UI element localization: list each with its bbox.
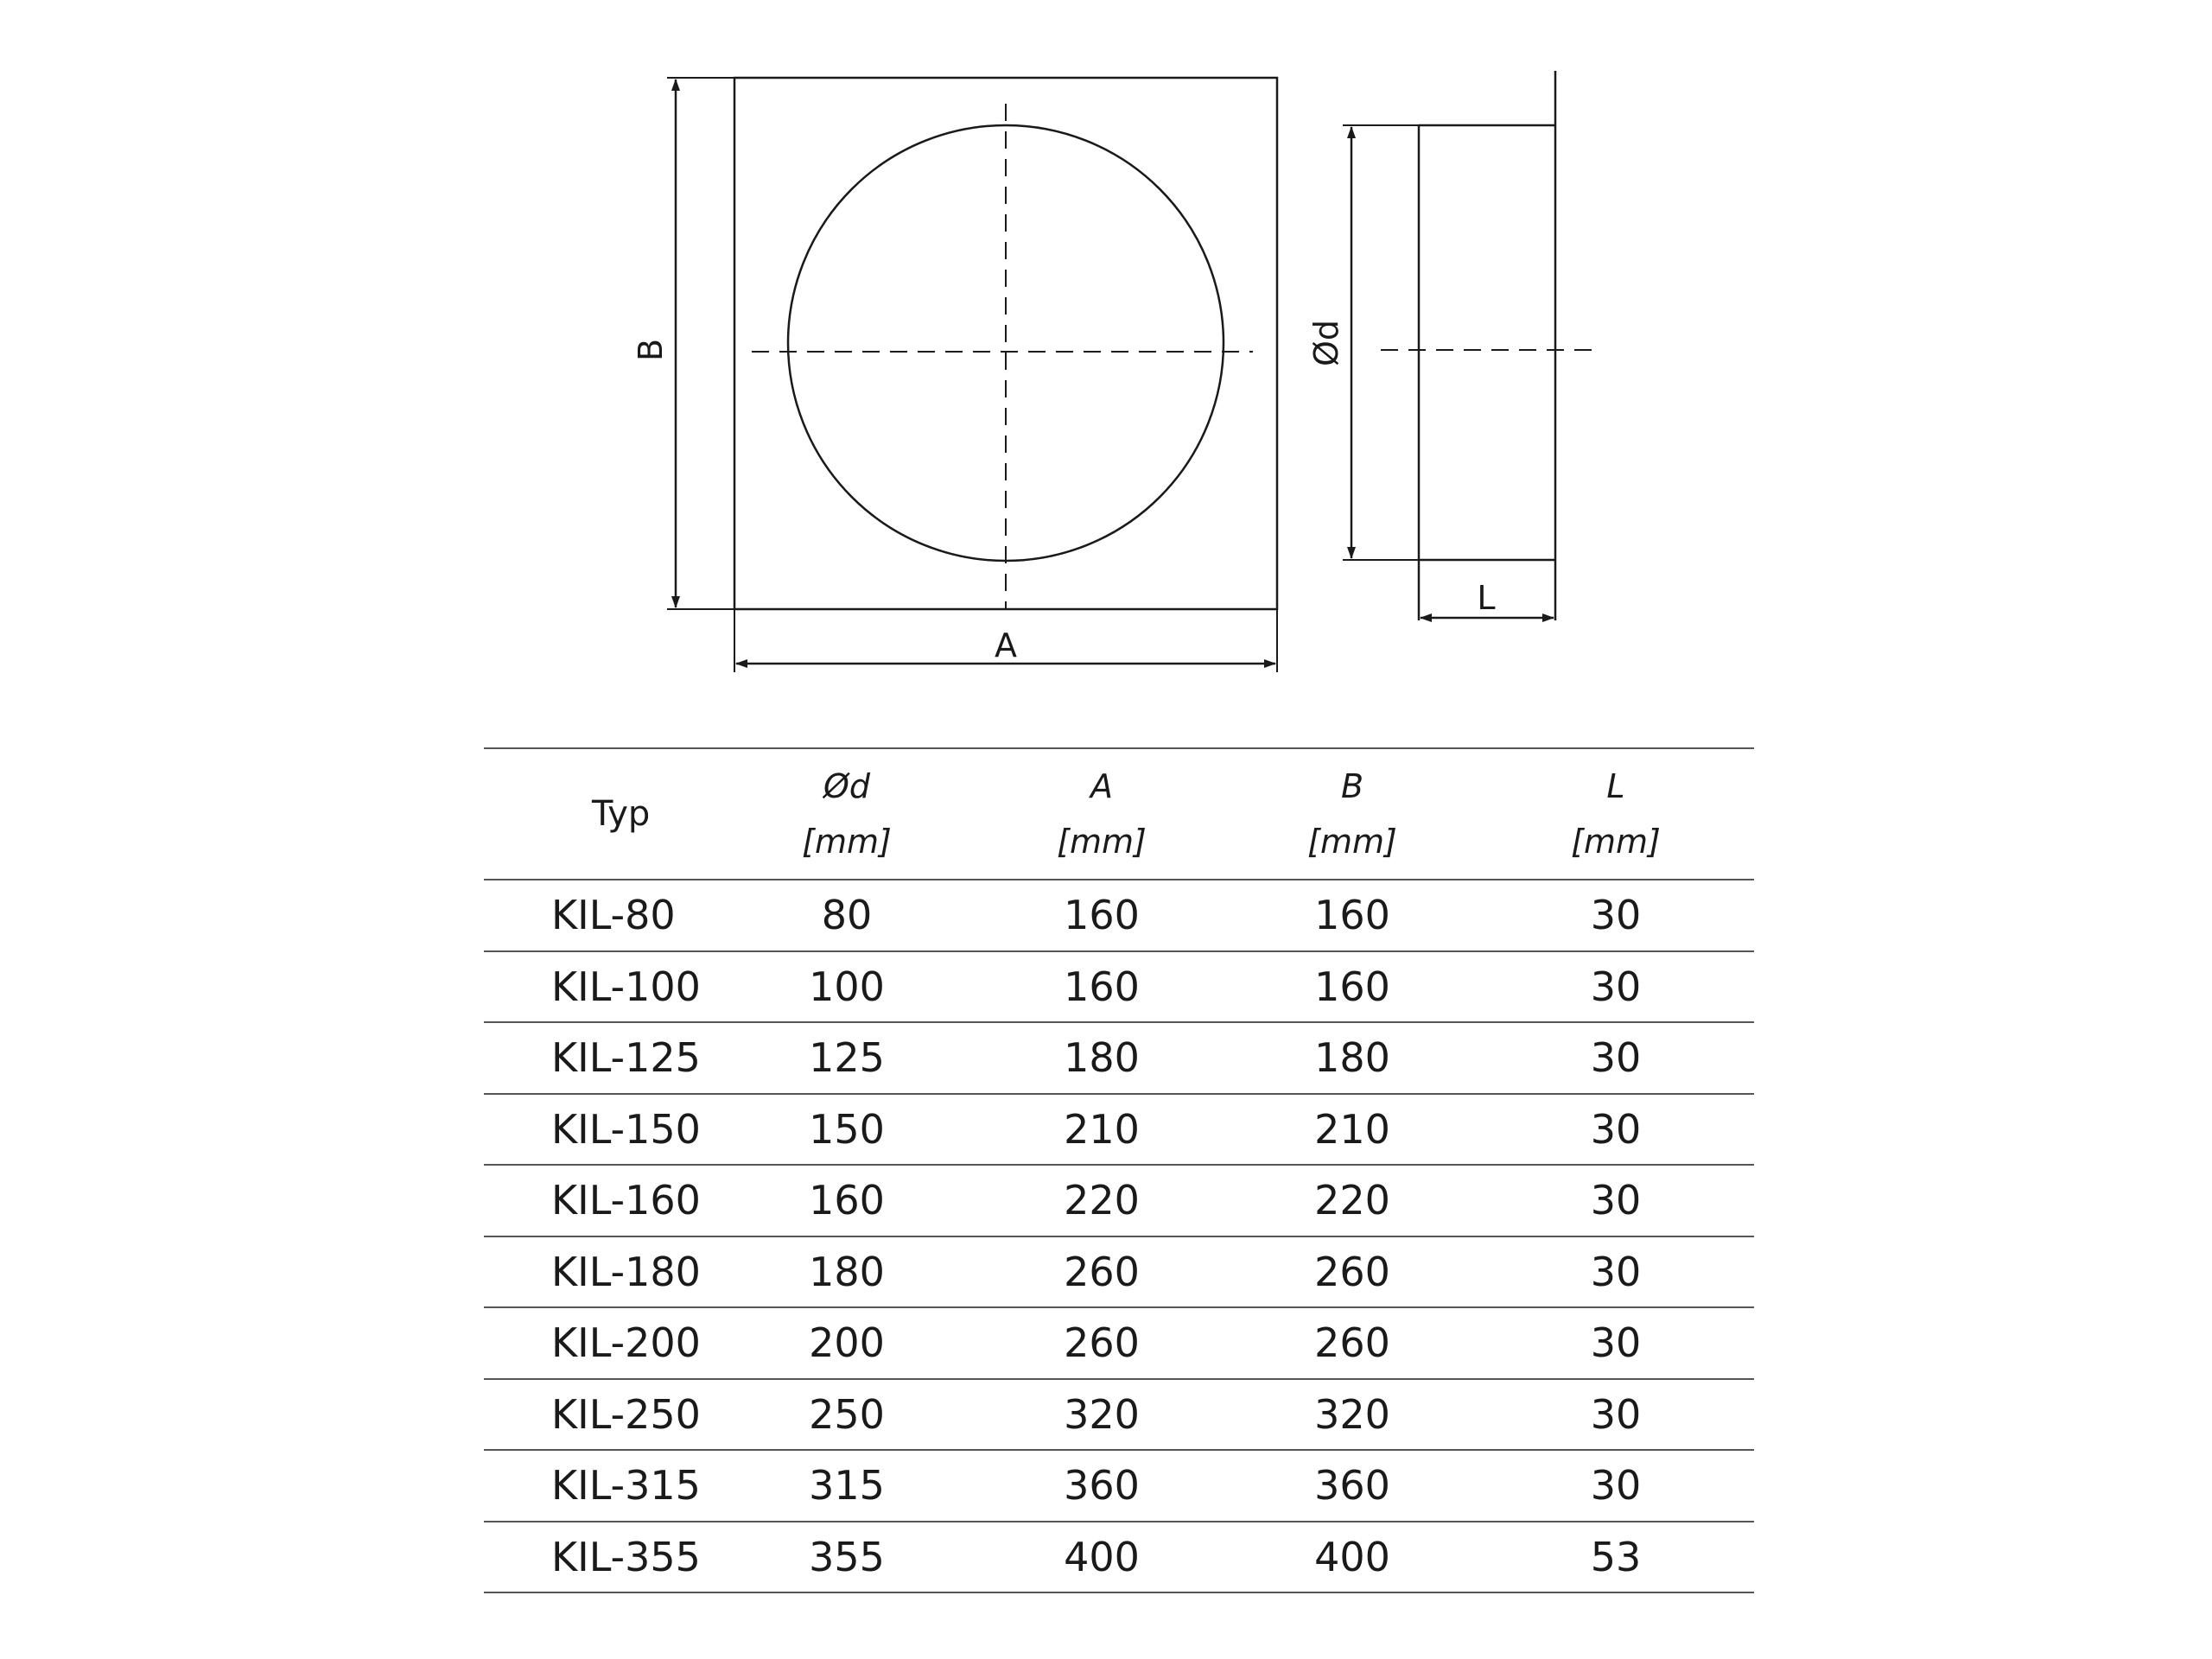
table-row [484, 1379, 1754, 1451]
cell-l: 53 [1590, 1533, 1642, 1580]
cell-a: 360 [1064, 1462, 1140, 1510]
cell-typ: KIL-355 [551, 1533, 701, 1580]
cell-a: 160 [1064, 892, 1140, 939]
cell-d: 200 [809, 1319, 885, 1367]
dimension-d [1307, 125, 1419, 560]
header-a-symbol: A [1090, 767, 1113, 805]
dimension-d-label: Ød [1307, 319, 1345, 367]
header-typ-label: Typ [592, 794, 651, 834]
cell-b: 160 [1314, 892, 1390, 939]
dimension-l [1421, 579, 1554, 618]
cell-a: 260 [1064, 1319, 1140, 1367]
cell-l: 30 [1590, 1177, 1642, 1224]
cell-typ: KIL-150 [551, 1105, 701, 1153]
dimension-b-label: B [632, 338, 670, 362]
cell-typ: KIL-100 [551, 963, 701, 1010]
cell-d: 80 [821, 892, 873, 939]
side-view [1381, 71, 1599, 620]
cell-d: 100 [809, 963, 885, 1010]
technical-drawing [0, 0, 2212, 726]
table-row [484, 1522, 1754, 1593]
header-b [1227, 748, 1478, 880]
cell-l: 30 [1590, 1034, 1642, 1082]
cell-b: 360 [1314, 1462, 1390, 1510]
cell-l: 30 [1590, 1248, 1642, 1295]
cell-d: 150 [809, 1105, 885, 1153]
cell-b: 210 [1314, 1105, 1390, 1153]
header-d-symbol: Ød [823, 767, 871, 805]
header-a [976, 748, 1227, 880]
cell-l: 30 [1590, 1390, 1642, 1438]
header-d-unit: [mm] [802, 823, 892, 861]
cell-a: 320 [1064, 1390, 1140, 1438]
cell-a: 220 [1064, 1177, 1140, 1224]
dimension-a [734, 609, 1277, 672]
cell-typ: KIL-200 [551, 1319, 701, 1367]
cell-d: 315 [809, 1462, 885, 1510]
table-row [484, 1165, 1754, 1236]
dimension-b [632, 78, 734, 609]
cell-b: 400 [1314, 1533, 1390, 1580]
header-l-symbol: L [1606, 767, 1625, 805]
cell-l: 30 [1590, 1319, 1642, 1367]
cell-l: 30 [1590, 963, 1642, 1010]
dimensions-table [484, 747, 1754, 1593]
cell-a: 180 [1064, 1034, 1140, 1082]
cell-typ: KIL-250 [551, 1390, 701, 1438]
cell-b: 180 [1314, 1034, 1390, 1082]
dimension-a-label: A [995, 626, 1017, 664]
header-b-symbol: B [1340, 767, 1364, 805]
table-row [484, 1307, 1754, 1379]
header-l-unit: [mm] [1571, 823, 1661, 861]
header-a-unit: [mm] [1057, 823, 1147, 861]
header-d [717, 748, 976, 880]
cell-typ: KIL-125 [551, 1034, 701, 1082]
cell-d: 250 [809, 1390, 885, 1438]
cell-b: 320 [1314, 1390, 1390, 1438]
cell-l: 30 [1590, 1462, 1642, 1510]
cell-typ: KIL-160 [551, 1177, 701, 1224]
table-header-row [484, 748, 1754, 880]
cell-b: 220 [1314, 1177, 1390, 1224]
header-typ [484, 748, 717, 880]
table-row [484, 1450, 1754, 1522]
cell-d: 125 [809, 1034, 885, 1082]
cell-typ: KIL-80 [551, 892, 676, 939]
cell-l: 30 [1590, 1105, 1642, 1153]
cell-b: 260 [1314, 1248, 1390, 1295]
cell-d: 355 [809, 1533, 885, 1580]
cell-d: 160 [809, 1177, 885, 1224]
table-row [484, 1022, 1754, 1094]
header-l [1478, 748, 1754, 880]
table-row [484, 951, 1754, 1023]
dimension-l-label: L [1477, 579, 1496, 617]
cell-typ: KIL-315 [551, 1462, 701, 1510]
cell-a: 260 [1064, 1248, 1140, 1295]
table-row [484, 1094, 1754, 1166]
table-row [484, 1236, 1754, 1308]
table-row [484, 880, 1754, 951]
cell-d: 180 [809, 1248, 885, 1295]
cell-l: 30 [1590, 892, 1642, 939]
cell-b: 160 [1314, 963, 1390, 1010]
cell-a: 160 [1064, 963, 1140, 1010]
cell-a: 400 [1064, 1533, 1140, 1580]
cell-a: 210 [1064, 1105, 1140, 1153]
cell-b: 260 [1314, 1319, 1390, 1367]
header-b-unit: [mm] [1307, 823, 1397, 861]
cell-typ: KIL-180 [551, 1248, 701, 1295]
